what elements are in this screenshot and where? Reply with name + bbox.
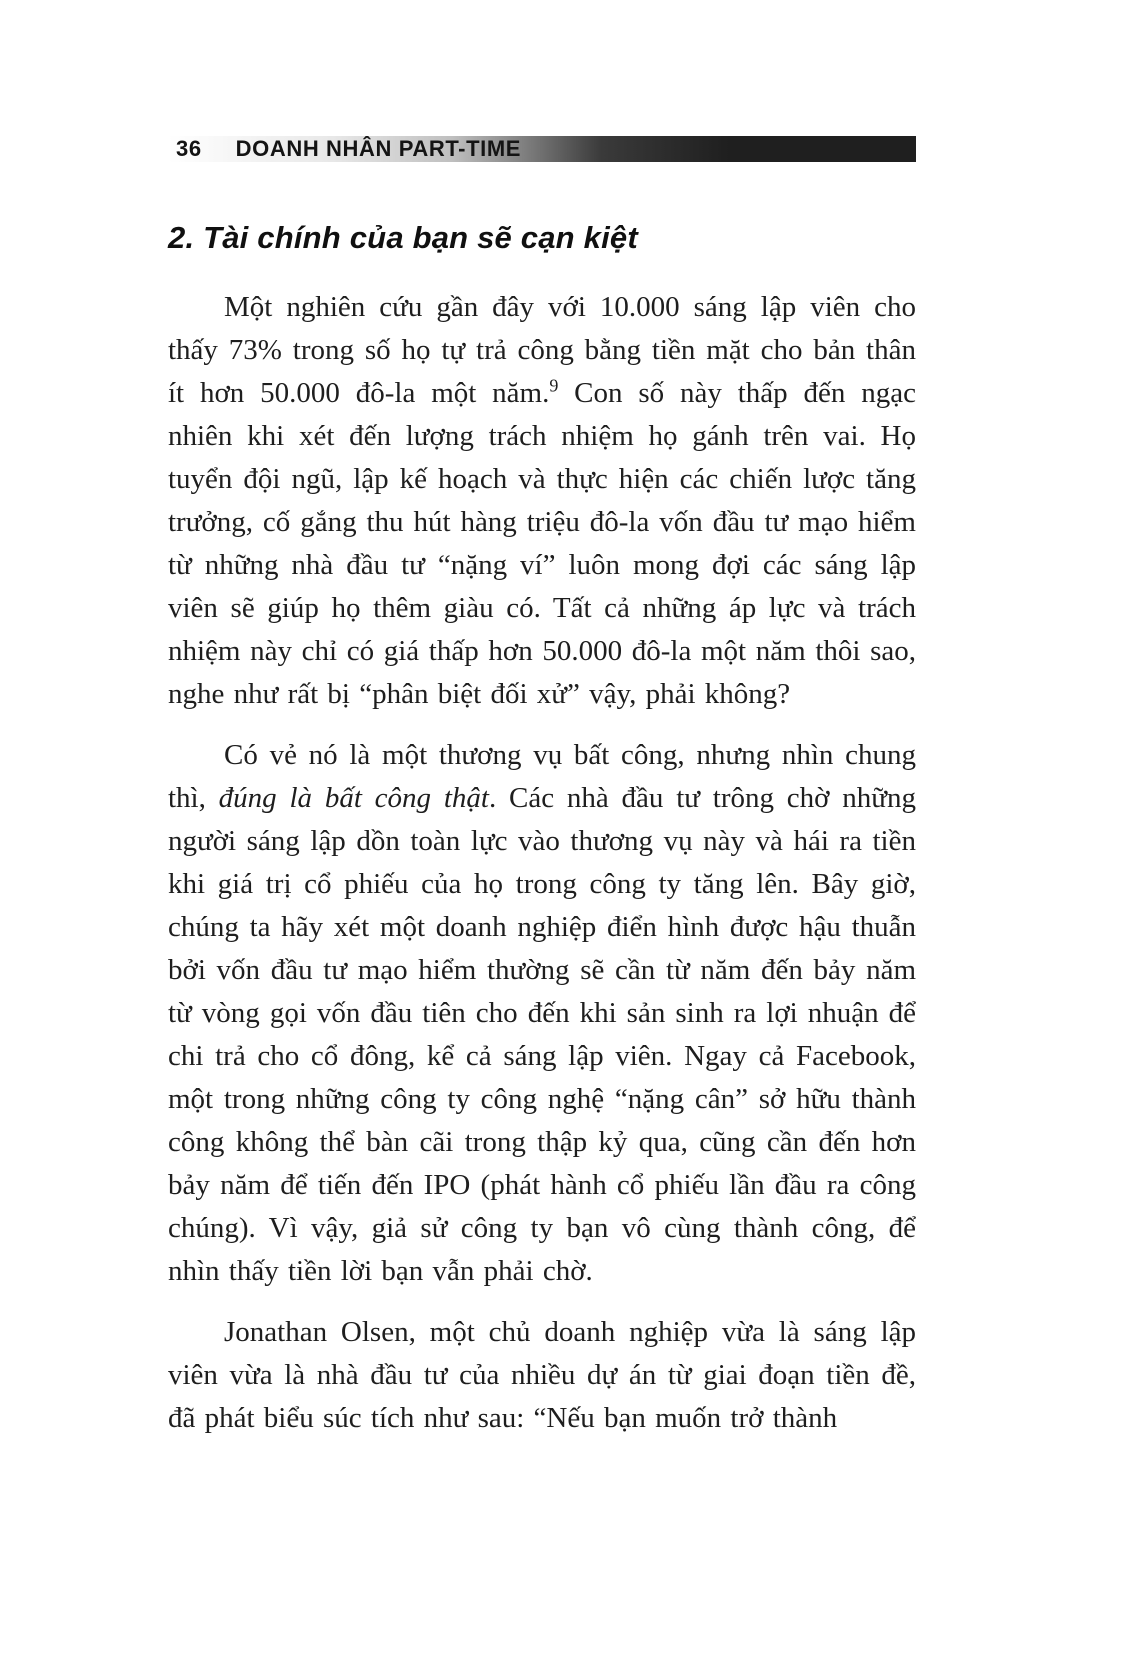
paragraph	[168, 1311, 916, 1440]
text-segment: Jonathan Olsen, một chủ doanh nghiệp vừa là sáng lập viên vừa là nhà đầu tư của nhiều dự án từ giai đoạn tiền đề, đã phát biểu súc tích như sau: “Nếu bạn muốn trở thành	[168, 1316, 916, 1434]
paragraph	[168, 734, 916, 1293]
header-gradient-bar	[168, 136, 916, 162]
text-segment: Con số này thấp đến ngạc nhiên khi xét đến lượng trách nhiệm họ gánh trên vai. Họ tuyển đội ngũ, lập kế hoạch và thực hiện các chiến lược tăng trưởng, cố gắng thu hút hàng triệu đô-la vốn đầu tư mạo hiểm từ những nhà đầu tư “nặng ví” luôn mong đợi các sáng lập viên sẽ giúp họ thêm giàu có. Tất cả những áp lực và trách nhiệm này chỉ có giá thấp hơn 50.000 đô-la một năm thôi sao, nghe như rất bị “phân biệt đối xử” vậy, phải không?	[168, 377, 916, 710]
page-header	[168, 136, 916, 162]
text-segment: đúng là bất công thật	[218, 782, 489, 814]
page-number: 36	[176, 136, 202, 161]
running-title: DOANH NHÂN PART-TIME	[235, 136, 522, 161]
footnote-marker: 9	[549, 375, 559, 396]
section-heading: 2. Tài chính của bạn sẽ cạn kiệt	[168, 220, 638, 255]
text-segment: . Các nhà đầu tư trông chờ những người sáng lập dồn toàn lực vào thương vụ này và hái ra tiền khi giá trị cổ phiếu của họ trong công ty tăng lên. Bây giờ, chúng ta hãy xét một doanh nghiệp điển hình được hậu thuẫn bởi vốn đầu tư mạo hiểm thường sẽ cần từ năm đến bảy năm từ vòng gọi vốn đầu tiên cho đến khi sản sinh ra lợi nhuận để chi trả cho cổ đông, kể cả sáng lập viên. Ngay cả Facebook, một trong những công ty công nghệ “nặng cân” sở hữu thành công không thể bàn cãi trong thập kỷ qua, cũng cần đến hơn bảy năm để tiến đến IPO (phát hành cổ phiếu lần đầu ra công chúng). Vì vậy, giả sử công ty bạn vô cùng thành công, để nhìn thấy tiền lời bạn vẫn phải chờ.	[168, 782, 916, 1287]
paragraph	[168, 286, 916, 716]
text-segment: Có vẻ nó là một thương vụ bất công, nhưng nhìn chung thì,	[168, 739, 916, 814]
text-segment: Một nghiên cứu gần đây với 10.000 sáng lập viên cho thấy 73% trong số họ tự trả công bằng tiền mặt cho bản thân ít hơn 50.000 đô-la một năm.	[168, 291, 916, 409]
page-content	[168, 220, 916, 1458]
body-paragraphs	[168, 286, 916, 1440]
